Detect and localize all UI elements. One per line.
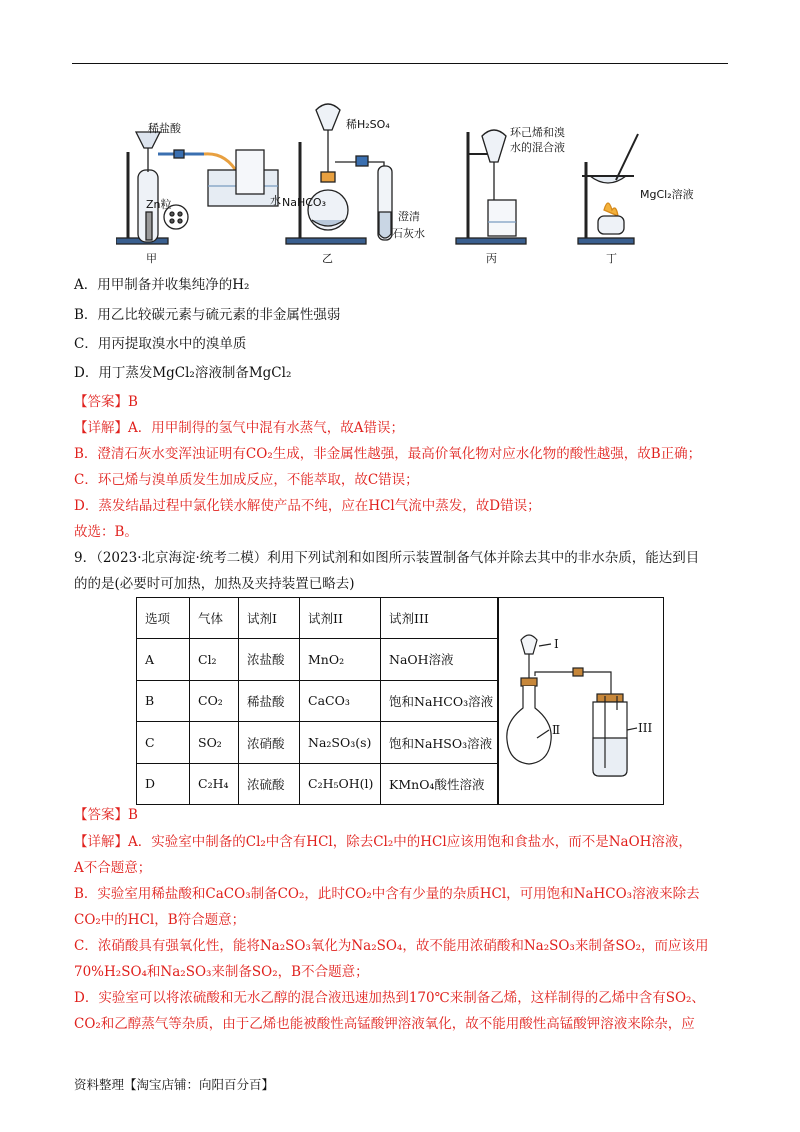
table-cell: 浓盐酸 [239, 639, 300, 681]
jia-water-label: 水 [270, 194, 281, 207]
q8-detail-c: C．环己烯与溴单质发生加成反应，不能萃取，故C错误； [74, 472, 419, 488]
table-cell: SO₂ [190, 722, 239, 764]
yi-lime-label-2: 石灰水 [392, 227, 425, 240]
yi-lime-label: 澄清 [398, 210, 420, 223]
table-cell: CO₂ [190, 680, 239, 722]
jia-acid-label: 稀盐酸 [148, 122, 181, 135]
apparatus-figure [116, 92, 716, 270]
gas-apparatus-figure [499, 598, 664, 804]
bing-mix-label: 环己烯和溴 [510, 126, 565, 139]
table-cell: KMnO₄酸性溶液 [381, 763, 498, 804]
q9-detail-line: CO₂中的HCl，B符合题意； [74, 912, 246, 928]
jia-zn-label: Zn粒 [146, 198, 172, 211]
yi-caption: 乙 [322, 252, 333, 265]
table-cell: 浓硫酸 [239, 763, 300, 804]
q8-option-b: B．用乙比较碳元素与硫元素的非金属性强弱 [74, 307, 341, 323]
ding-caption: 丁 [606, 252, 617, 265]
yi-salt-label: NaHCO₃ [282, 196, 326, 209]
q8-detail-conclusion: 故选：B。 [74, 524, 138, 540]
table-row [137, 639, 498, 681]
q8-answer [74, 392, 734, 412]
page-footer: 资料整理【淘宝店铺：向阳百分百】 [74, 1077, 275, 1092]
yi-acid-label: 稀H₂SO₄ [346, 118, 390, 131]
reagent-label-2: Ⅱ [552, 723, 561, 737]
q8-detail-label: 【详解】 [74, 420, 128, 436]
table-cell: 稀盐酸 [239, 680, 300, 722]
table-cell: C₂H₅OH(l) [300, 763, 381, 804]
q9-stem-line-2: 的的是(必要时可加热，加热及夹持装置已略去) [74, 576, 355, 592]
bing-mix-label-2: 水的混合液 [510, 141, 565, 154]
q9-detail-line: 70%H₂SO₄和Na₂SO₃来制备SO₂，B不合题意； [74, 964, 369, 980]
reagent-table [136, 597, 664, 805]
table-row [137, 722, 498, 764]
q8-detail-first [74, 418, 734, 438]
q8-option-a: A．用甲制备并收集纯净的H₂ [74, 277, 250, 293]
apparatus-jia [116, 132, 278, 244]
table-cell: B [137, 680, 190, 722]
table-cell: Cl₂ [190, 639, 239, 681]
q8-detail-b: B．澄清石灰水变浑浊证明有CO₂生成，非金属性越强，最高价氧化物对应水化物的酸性越强，故B正确； [74, 446, 702, 462]
table-header: 选项 [137, 598, 190, 639]
table-header-row [137, 598, 498, 639]
q9-detail-line: D．实验室可以将浓硫酸和无水乙醇的混合液迅速加热到170℃来制备乙烯，这样制得的乙烯中含有SO₂、 [74, 990, 705, 1006]
q9-detail-first [74, 832, 734, 852]
q9-detail-line: B．实验室用稀盐酸和CaCO₃制备CO₂，此时CO₂中含有少量的杂质HCl，可用饱和NaHCO₃溶液来除去 [74, 886, 700, 902]
table-header: 气体 [190, 598, 239, 639]
q9-detail-a: A．实验室中制备的Cl₂中含有HCl，除去Cl₂中的HCl应该用饱和食盐水，而不是NaOH溶液， [128, 834, 692, 850]
q9-answer-label: 【答案】 [74, 807, 128, 823]
apparatus-ding [578, 134, 638, 244]
q9-detail-label: 【详解】 [74, 834, 128, 850]
q8-answer-label: 【答案】 [74, 394, 128, 410]
table-row [137, 763, 498, 804]
reagent-label-1: I [554, 637, 559, 651]
table-cell: C₂H₄ [190, 763, 239, 804]
table-cell: 浓硝酸 [239, 722, 300, 764]
table-cell: A [137, 639, 190, 681]
header-rule [72, 63, 728, 64]
q9-detail-line: C．浓硝酸具有强氧化性，能将Na₂SO₃氧化为Na₂SO₄，故不能用浓硝酸和Na₂SO₃来制备SO₂，而应该用 [74, 938, 709, 954]
table-cell: Na₂SO₃(s) [300, 722, 381, 764]
q8-detail-d: D．蒸发结晶过程中氯化镁水解使产品不纯，应在HCl气流中蒸发，故D错误； [74, 498, 541, 514]
table-header: 试剂II [300, 598, 381, 639]
table-cell: CaCO₃ [300, 680, 381, 722]
q9-stem-line-1: 9．（2023·北京海淀·统考二模）利用下列试剂和如图所示装置制备气体并除去其中的非水杂质，能达到目 [74, 550, 700, 566]
table-cell: NaOH溶液 [381, 639, 498, 681]
table-header: 试剂III [381, 598, 498, 639]
table-cell: C [137, 722, 190, 764]
q9-answer-value: B [128, 807, 138, 823]
q9-detail-line: CO₂和乙醇蒸气等杂质，由于乙烯也能被酸性高锰酸钾溶液氧化，故不能用酸性高锰酸钾溶液来除杂，应 [74, 1016, 695, 1032]
q8-option-d: D．用丁蒸发MgCl₂溶液制备MgCl₂ [74, 365, 292, 381]
table-cell: MnO₂ [300, 639, 381, 681]
table-cell: 饱和NaHSO₃溶液 [381, 722, 498, 764]
reagent-label-3: III [638, 721, 653, 735]
table-cell: 饱和NaHCO₃溶液 [381, 680, 498, 722]
q9-answer [74, 805, 734, 825]
ding-solution-label: MgCl₂溶液 [640, 188, 694, 201]
q8-detail-a: A．用甲制得的氢气中混有水蒸气，故A错误； [128, 420, 404, 436]
table-header: 试剂I [239, 598, 300, 639]
table-cell: D [137, 763, 190, 804]
jia-caption: 甲 [146, 252, 157, 265]
bing-caption: 丙 [486, 252, 497, 265]
table-row [137, 680, 498, 722]
q8-option-c: C．用丙提取溴水中的溴单质 [74, 336, 247, 352]
q8-answer-value: B [128, 394, 138, 410]
q9-detail-line: A不合题意； [74, 860, 152, 876]
gas-apparatus-cell [498, 598, 664, 804]
